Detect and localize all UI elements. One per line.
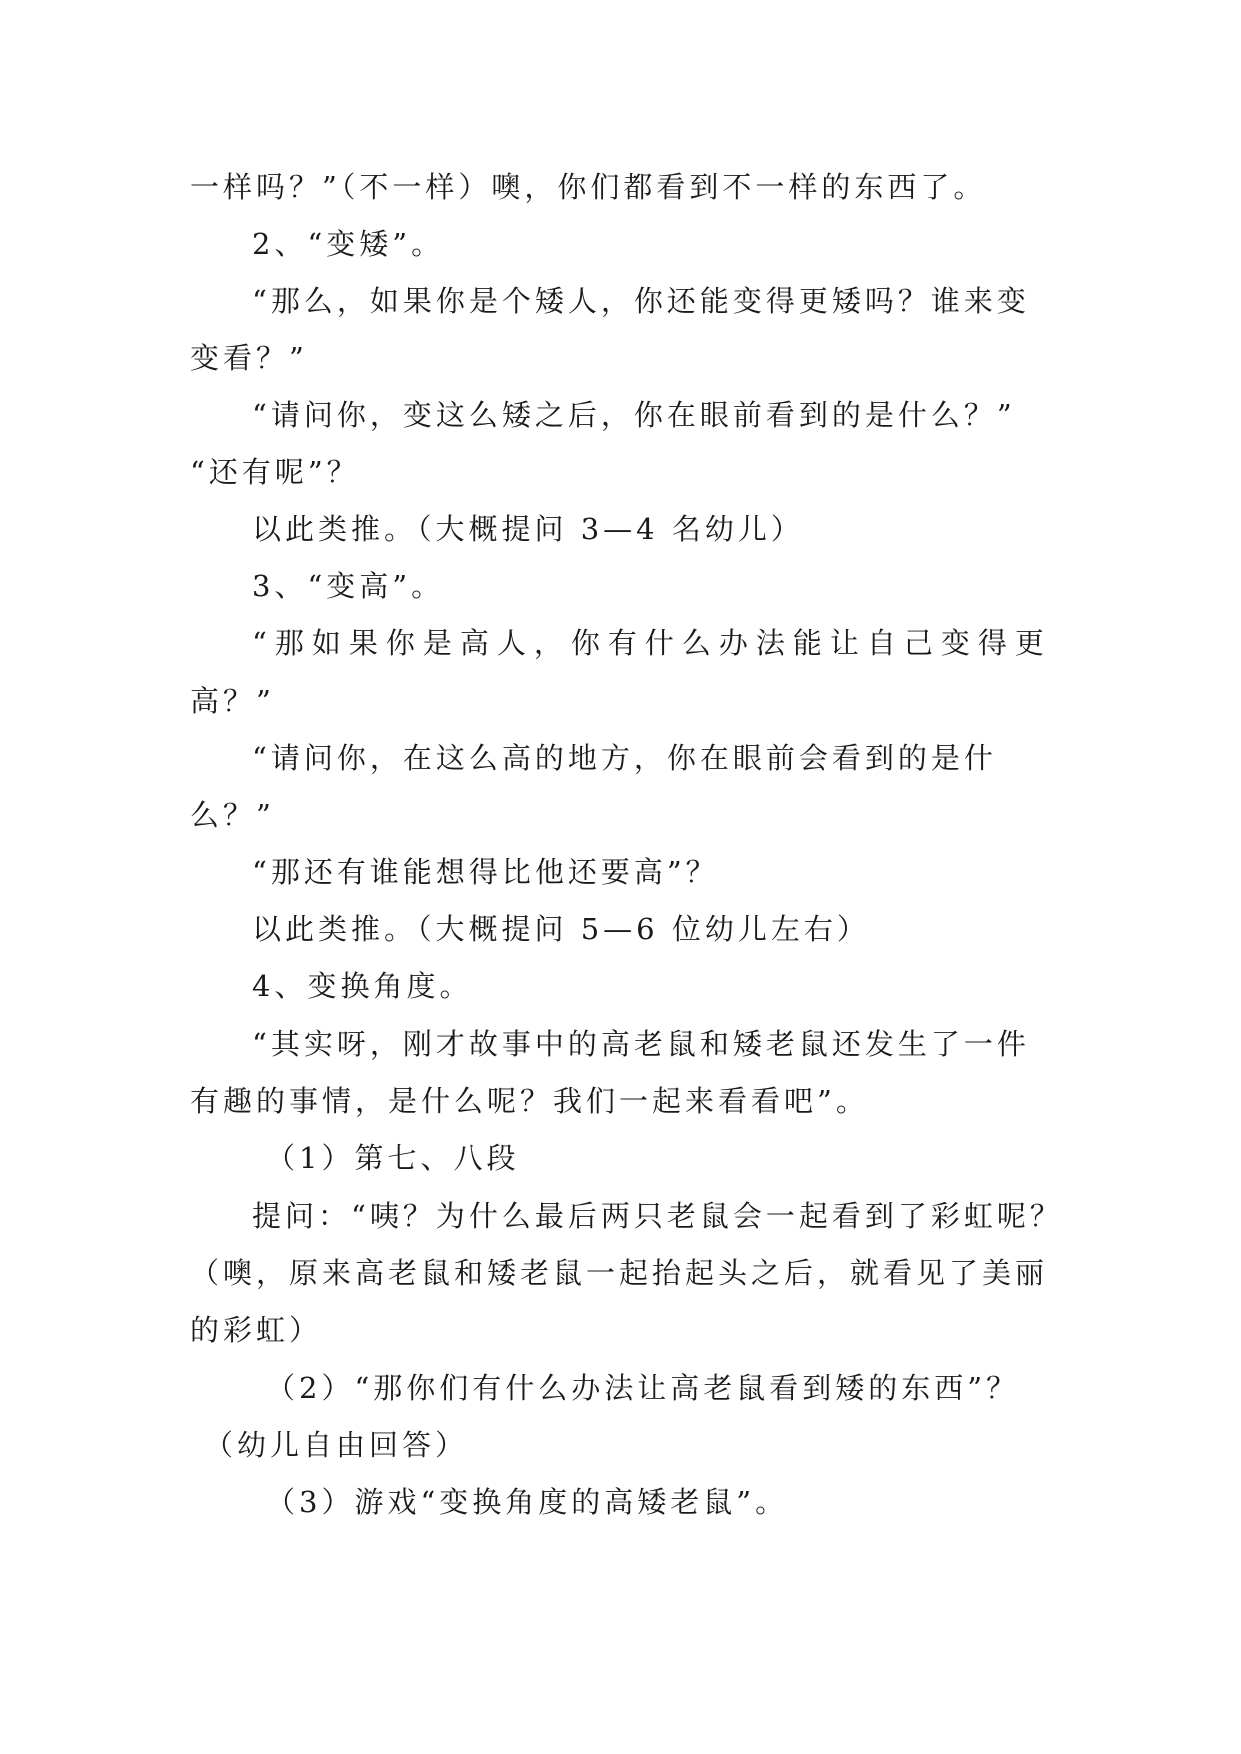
text-line: （幼儿自由回答） [204, 1428, 469, 1462]
text-line: 高？” [190, 684, 275, 718]
text-line: “其实呀，刚才故事中的高老鼠和矮老鼠还发生了一件 [252, 1027, 1030, 1061]
subsection-heading: （1）第七、八段 [266, 1141, 520, 1175]
text-line: “那如果你是高人，你有什么办法能让自己变得更 [252, 626, 1052, 660]
text-line: 一样吗？”（不一样）噢，你们都看到不一样的东西了。 [190, 170, 987, 204]
section-heading: 4、变换角度。 [252, 969, 473, 1003]
text-line: “还有呢”？ [190, 455, 360, 489]
text-line: “请问你，变这么矮之后，你在眼前看到的是什么？” [252, 398, 1016, 432]
text-line: 么？” [190, 798, 275, 832]
text-line: 变看？” [190, 341, 308, 375]
text-line: 以此类推。（大概提问 3—4 名幼儿） [252, 512, 804, 546]
text-line: “那还有谁能想得比他还要高”？ [252, 855, 719, 889]
section-heading: 3、“变高”。 [252, 569, 445, 603]
text-line: 提问：“咦？为什么最后两只老鼠会一起看到了彩虹呢？ [252, 1199, 1063, 1233]
text-line: 以此类推。（大概提问 5—6 位幼儿左右） [252, 912, 870, 946]
text-line: （3）游戏“变换角度的高矮老鼠”。 [266, 1485, 789, 1519]
text-line: （噢，原来高老鼠和矮老鼠一起抬起头之后，就看见了美丽 [190, 1256, 1049, 1290]
text-line: 有趣的事情，是什么呢？我们一起来看看吧”。 [190, 1084, 869, 1118]
section-heading: 2、“变矮”。 [252, 227, 445, 261]
text-line: “请问你，在这么高的地方，你在眼前会看到的是什 [252, 741, 997, 775]
text-line: “那么，如果你是个矮人，你还能变得更矮吗？谁来变 [252, 284, 1030, 318]
text-line: （2）“那你们有什么办法让高老鼠看到矮的东西”？ [266, 1371, 1020, 1405]
text-line: 的彩虹） [190, 1313, 323, 1347]
